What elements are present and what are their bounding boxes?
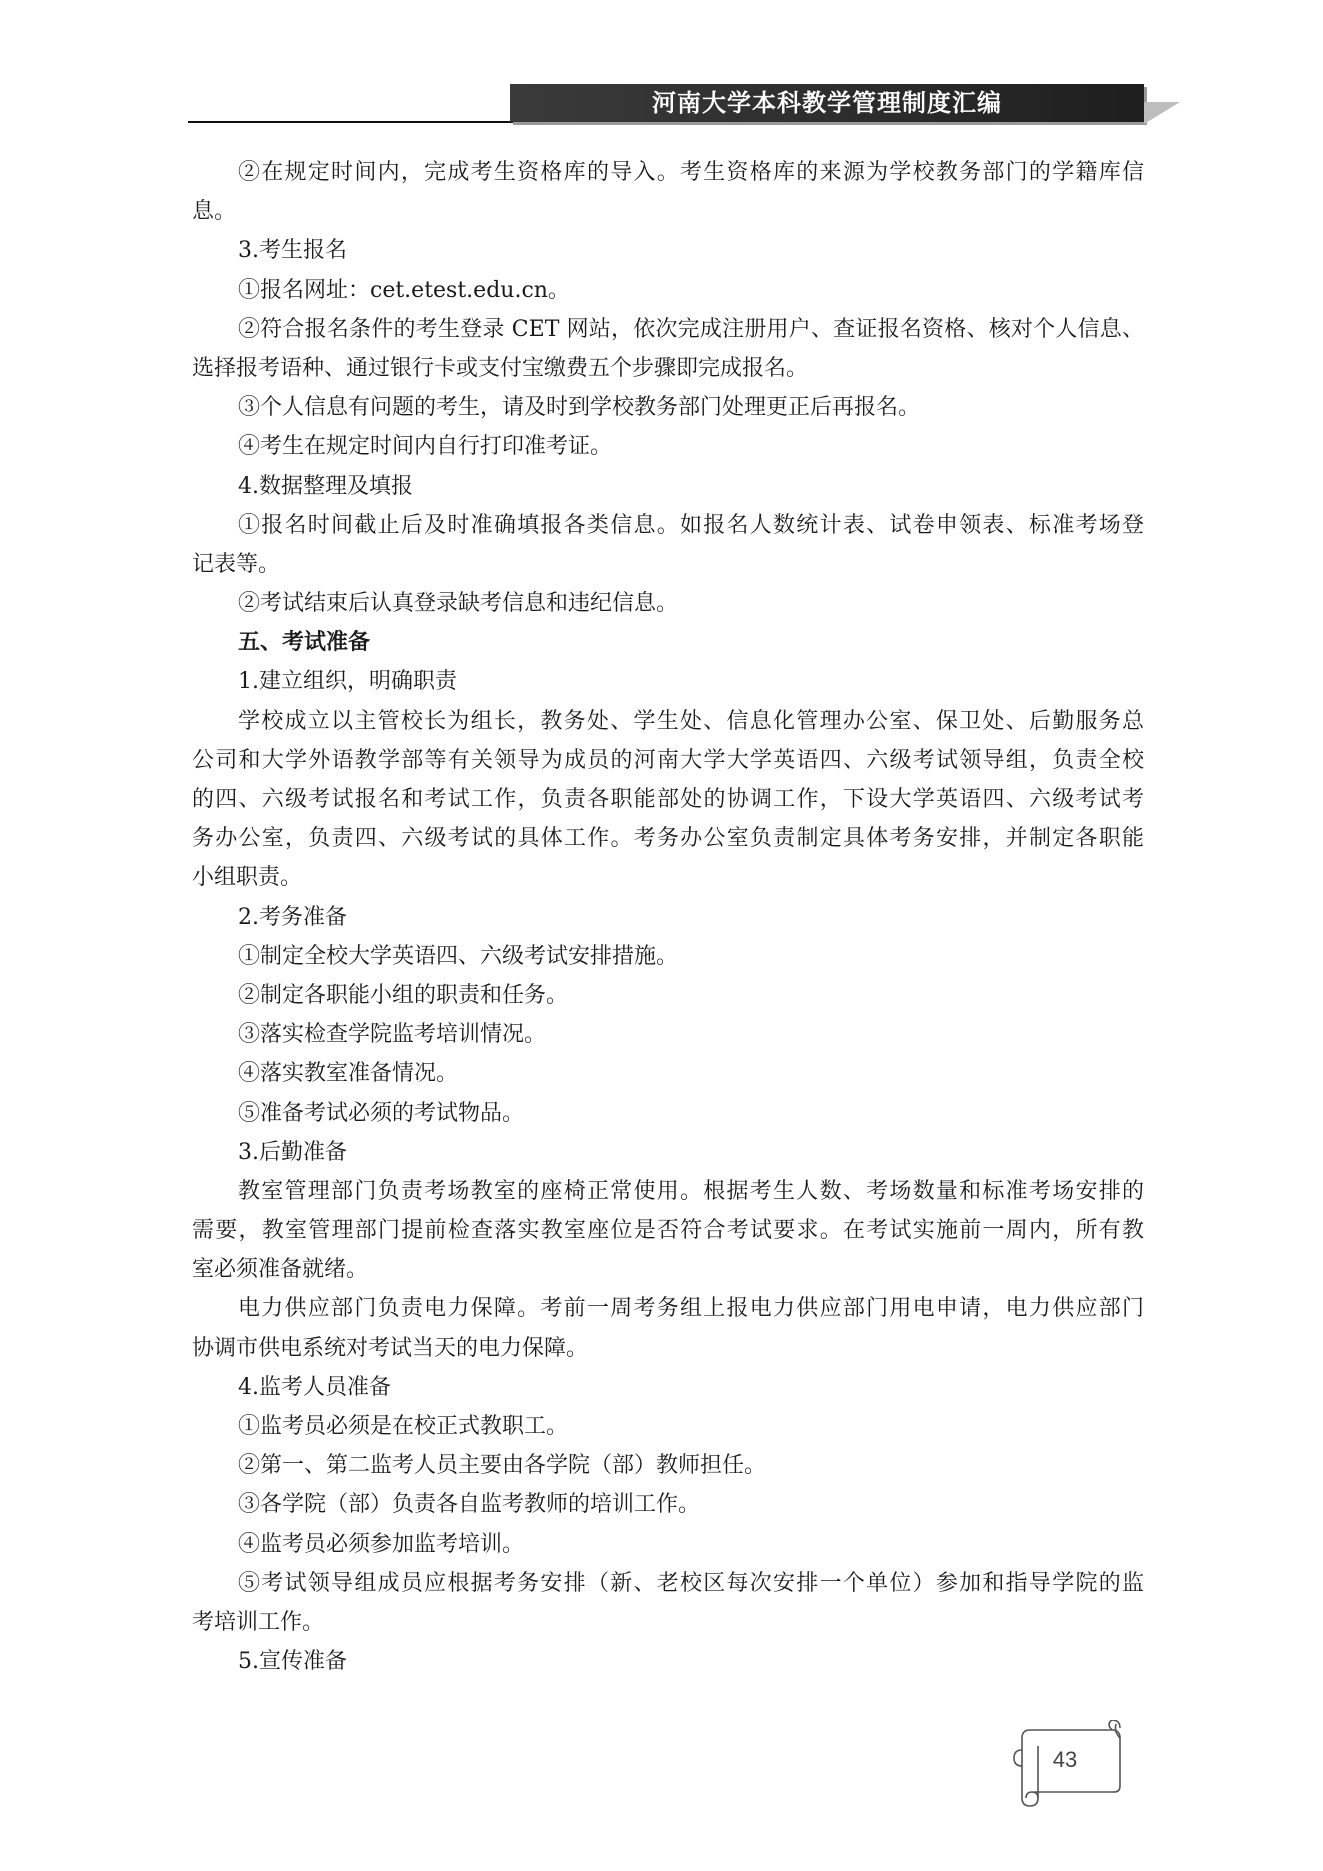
text-line: 2.考务准备 xyxy=(238,904,347,930)
text-line: ①报名时间截止后及时准确填报各类信息。如报名人数统计表、试卷申领表、标准考场登 xyxy=(238,512,1144,538)
text-line: ⑤准备考试必须的考试物品。 xyxy=(238,1100,525,1126)
text-line: ⑤考试领导组成员应根据考务安排（新、老校区每次安排一个单位）参加和指导学院的监 xyxy=(238,1570,1144,1596)
text-line: ①报名网址：cet.etest.edu.cn。 xyxy=(238,277,570,303)
document-body xyxy=(192,153,1144,1681)
text-line: ②在规定时间内，完成考生资格库的导入。考生资格库的来源为学校教务部门的学籍库信 xyxy=(238,160,1144,185)
text-line: ②考试结束后认真登录缺考信息和违纪信息。 xyxy=(238,591,679,617)
text-line: 协调市供电系统对考试当天的电力保障。 xyxy=(192,1335,589,1361)
text-line: 记表等。 xyxy=(192,551,281,577)
text-line: 教室管理部门负责考场教室的座椅正常使用。根据考生人数、考场数量和标准考场安排的 xyxy=(238,1178,1144,1204)
text-line: ②制定各职能小组的职责和任务。 xyxy=(238,982,569,1008)
text-line: ②第一、第二监考人员主要由各学院（部）教师担任。 xyxy=(238,1453,767,1479)
text-line: 3.考生报名 xyxy=(238,238,347,264)
page-number: 43 xyxy=(1052,1747,1078,1772)
text-line: ④落实教室准备情况。 xyxy=(238,1061,459,1087)
text-line: ③个人信息有问题的考生，请及时到学校教务部门处理更正后再报名。 xyxy=(238,395,921,421)
text-line: 公司和大学外语教学部等有关领导为成员的河南大学大学英语四、六级考试领导组，负责全校 xyxy=(192,747,1144,773)
text-line: ④考生在规定时间内自行打印准考证。 xyxy=(238,434,613,460)
text-line: 务办公室，负责四、六级考试的具体工作。考务办公室负责制定具体考务安排，并制定各职能 xyxy=(192,826,1144,852)
text-line: 选择报考语种、通过银行卡或支付宝缴费五个步骤即完成报名。 xyxy=(192,355,809,381)
text-line: 1.建立组织，明确职责 xyxy=(238,669,457,695)
text-line: ①监考员必须是在校正式教职工。 xyxy=(238,1414,569,1439)
text-line: ②符合报名条件的考生登录 CET 网站，依次完成注册用户、查证报名资格、核对个人信息、 xyxy=(238,316,1144,342)
text-line: 考培训工作。 xyxy=(192,1609,325,1635)
text-line: ③各学院（部）负责各自监考教师的培训工作。 xyxy=(238,1492,701,1518)
text-line: 电力供应部门负责电力保障。考前一周考务组上报电力供应部门用电申请，电力供应部门 xyxy=(238,1296,1144,1322)
text-line: 4.监考人员准备 xyxy=(238,1374,391,1400)
text-line: 需要，教室管理部门提前检查落实教室座位是否符合考试要求。在考试实施前一周内，所有教 xyxy=(192,1218,1144,1244)
text-line: 室必须准备就绪。 xyxy=(192,1257,369,1283)
text-line: 息。 xyxy=(192,199,237,225)
text-line: 五、考试准备 xyxy=(238,629,371,656)
text-line: ④监考员必须参加监考培训。 xyxy=(238,1531,525,1557)
text-line: ①制定全校大学英语四、六级考试安排措施。 xyxy=(238,943,679,969)
text-line: 小组职责。 xyxy=(192,865,303,891)
running-header-title: 河南大学本科教学管理制度汇编 xyxy=(652,88,1002,117)
text-line: 5.宣传准备 xyxy=(238,1649,347,1675)
text-line: 4.数据整理及填报 xyxy=(238,473,413,499)
header-banner-tail xyxy=(1144,102,1180,124)
text-line: ③落实检查学院监考培训情况。 xyxy=(238,1022,547,1048)
text-line: 3.后勤准备 xyxy=(238,1139,347,1165)
text-line: 学校成立以主管校长为组长，教务处、学生处、信息化管理办公室、保卫处、后勤服务总 xyxy=(238,708,1144,734)
text-line: 的四、六级考试报名和考试工作，负责各职能部处的协调工作，下设大学英语四、六级考试考 xyxy=(192,787,1144,812)
